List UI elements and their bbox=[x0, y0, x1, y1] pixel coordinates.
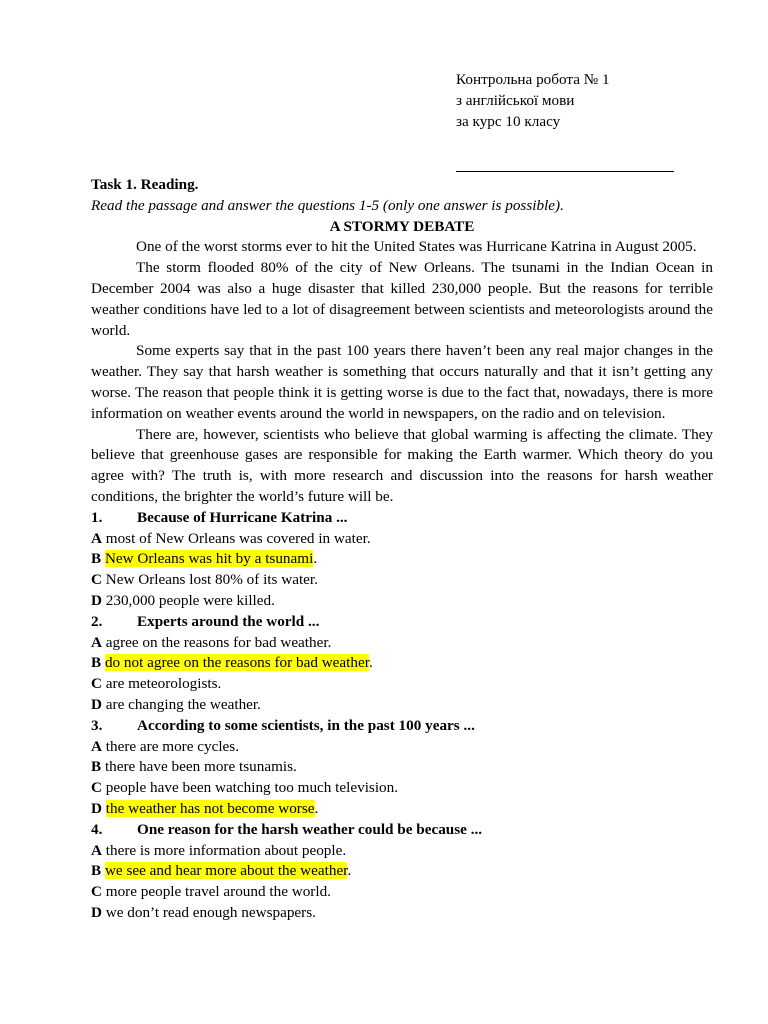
option-letter: D bbox=[91, 903, 102, 921]
option-letter: C bbox=[91, 675, 102, 693]
question-4 bbox=[91, 820, 713, 841]
answer-option-selected bbox=[91, 861, 713, 882]
option-text: there have been more tsunamis. bbox=[104, 758, 297, 776]
answer-option bbox=[91, 757, 713, 778]
question-number: 2. bbox=[91, 612, 103, 630]
question-stem: Because of Hurricane Katrina ... bbox=[137, 508, 348, 526]
answer-option bbox=[91, 570, 713, 591]
option-letter: A bbox=[91, 529, 102, 547]
highlighted-answer: do not agree on the reasons for bad weather bbox=[104, 654, 369, 672]
answer-option bbox=[91, 841, 713, 862]
option-letter: B bbox=[91, 862, 102, 880]
question-3 bbox=[91, 716, 713, 737]
option-tail: . bbox=[347, 862, 352, 880]
option-letter: A bbox=[91, 737, 102, 755]
question-1 bbox=[91, 508, 713, 529]
test-header bbox=[456, 70, 610, 133]
question-stem: According to some scientists, in the past 100 years ... bbox=[137, 716, 475, 734]
answer-option bbox=[91, 737, 713, 758]
option-letter: B bbox=[91, 654, 102, 672]
name-signature-line bbox=[456, 171, 674, 172]
answer-option bbox=[91, 882, 713, 903]
option-text: there are more cycles. bbox=[105, 737, 239, 755]
question-stem: One reason for the harsh weather could be because ... bbox=[137, 820, 483, 838]
option-tail: . bbox=[368, 654, 373, 672]
option-text: most of New Orleans was covered in water. bbox=[105, 529, 371, 547]
question-number: 3. bbox=[91, 716, 103, 734]
answer-option bbox=[91, 591, 713, 612]
passage-paragraph: One of the worst storms ever to hit the United States was Hurricane Katrina in August 2005. bbox=[136, 238, 697, 256]
question-2 bbox=[91, 612, 713, 633]
option-text: more people travel around the world. bbox=[105, 883, 331, 901]
answer-option bbox=[91, 903, 713, 924]
answer-option bbox=[91, 695, 713, 716]
passage-title: A STORMY DEBATE bbox=[329, 217, 475, 235]
option-letter: D bbox=[91, 695, 102, 713]
question-number: 4. bbox=[91, 820, 103, 838]
reading-task bbox=[91, 175, 713, 924]
task-title: Task 1. Reading. bbox=[91, 176, 199, 193]
option-letter: C bbox=[91, 571, 102, 589]
answer-option bbox=[91, 529, 713, 550]
option-letter: B bbox=[91, 758, 102, 776]
answer-option bbox=[91, 778, 713, 799]
answer-option-selected bbox=[91, 799, 713, 820]
question-number: 1. bbox=[91, 508, 103, 526]
option-letter: A bbox=[91, 841, 102, 859]
passage-paragraph: The storm flooded 80% of the city of New Orleans. The tsunami in the Indian Ocean in December 2004 was also a huge disaster that killed 230,000 people. But the reasons for terrible weather conditions have led to a lot of disagreement between scientists and meteorologists around the world. bbox=[91, 259, 713, 339]
option-text: there is more information about people. bbox=[105, 841, 347, 859]
header-subject: з англійської мови bbox=[456, 92, 575, 109]
passage-paragraph: Some experts say that in the past 100 years there haven’t been any real major changes in the weather. They say that harsh weather is something that occurs naturally and that it isn’t getting any worse. The reason that people think it is getting worse is due to the fact that, nowadays, there is more information on weather events around the world in newspapers, on the radio and on television. bbox=[91, 342, 713, 422]
option-text: agree on the reasons for bad weather. bbox=[105, 633, 332, 651]
header-title: Контрольна робота № 1 bbox=[456, 71, 610, 88]
option-text: 230,000 people were killed. bbox=[105, 591, 275, 609]
option-text: we don’t read enough newspapers. bbox=[105, 903, 316, 921]
option-letter: D bbox=[91, 591, 102, 609]
answer-option bbox=[91, 633, 713, 654]
answer-option bbox=[91, 674, 713, 695]
passage-paragraph: There are, however, scientists who believe that global warming is affecting the climate. They believe that greenhouse gases are responsible for making the Earth warmer. Which theory do you agree with? The truth is, with more research and discussion into the reasons for harsh weather conditions, the brighter the world’s future will be. bbox=[91, 425, 713, 505]
header-grade: за курс 10 класу bbox=[456, 113, 561, 130]
option-letter: D bbox=[91, 799, 102, 817]
highlighted-answer: we see and hear more about the weather bbox=[104, 862, 348, 880]
task-instruction: Read the passage and answer the questions 1-5 (only one answer is possible). bbox=[91, 196, 564, 214]
option-letter: A bbox=[91, 633, 102, 651]
question-stem: Experts around the world ... bbox=[137, 612, 320, 630]
option-text: are changing the weather. bbox=[105, 695, 261, 713]
highlighted-answer: New Orleans was hit by a tsunami bbox=[104, 550, 314, 568]
answer-option-selected bbox=[91, 653, 713, 674]
option-text: people have been watching too much television. bbox=[105, 779, 399, 797]
highlighted-answer: the weather has not become worse bbox=[105, 799, 315, 817]
answer-option-selected bbox=[91, 549, 713, 570]
option-text: are meteorologists. bbox=[105, 675, 222, 693]
option-letter: C bbox=[91, 883, 102, 901]
option-tail: . bbox=[313, 550, 318, 568]
option-letter: C bbox=[91, 779, 102, 797]
option-tail: . bbox=[314, 799, 319, 817]
option-text: New Orleans lost 80% of its water. bbox=[105, 571, 318, 589]
option-letter: B bbox=[91, 550, 102, 568]
